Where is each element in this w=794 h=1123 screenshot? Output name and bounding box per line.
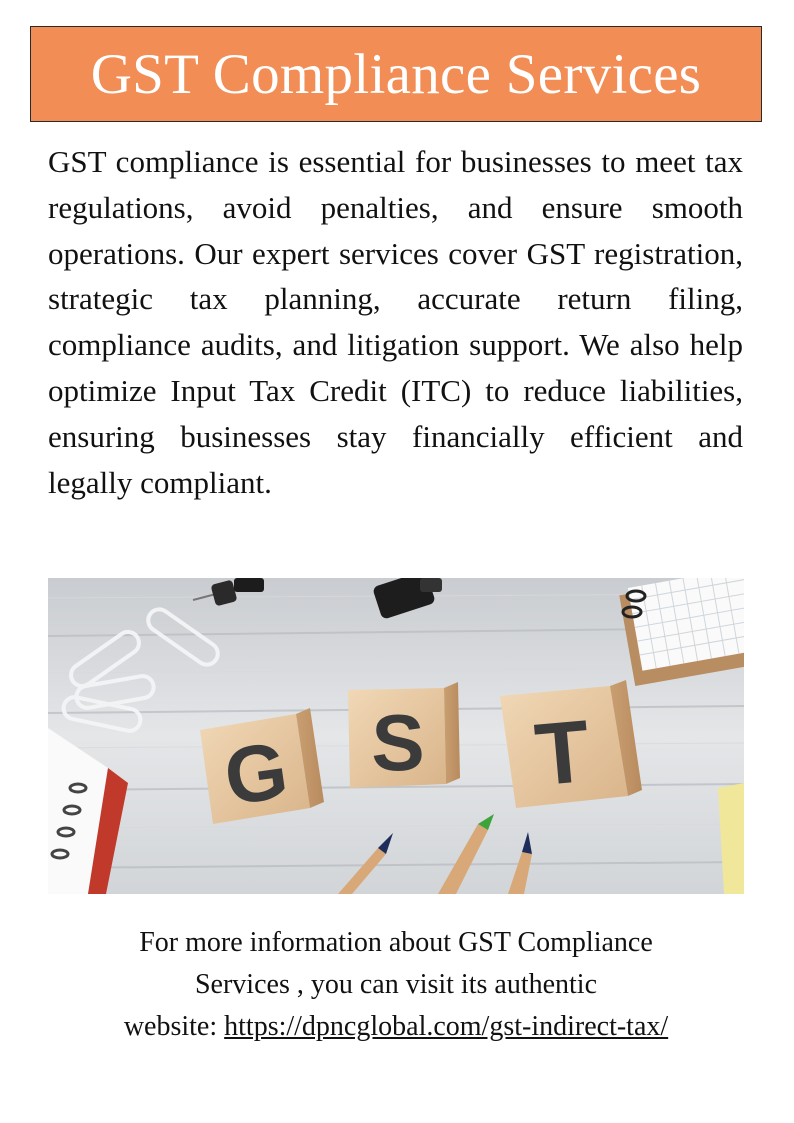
footer-website-label: website:: [123, 1011, 225, 1042]
svg-text:G: G: [219, 725, 294, 822]
footer-info: [48, 922, 744, 1048]
title-banner: [30, 26, 762, 122]
gst-blocks-photo: [48, 578, 744, 894]
footer-line-2: Services , you can visit its authentic: [194, 969, 598, 1000]
block-s: [348, 682, 460, 788]
notebook-top-right: [619, 578, 744, 686]
svg-text:S: S: [371, 698, 425, 787]
footer-line-3: [48, 1006, 744, 1048]
footer-line-1: For more information about GST Compliance: [139, 927, 653, 958]
website-link[interactable]: https://dpncglobal.com/gst-indirect-tax/: [224, 1011, 669, 1042]
intro-paragraph: GST compliance is essential for businesses to meet tax regulations, avoid penalties, and ensure smooth operations. Our expert services cover GST registration, strategic tax planning, accurate return filing, compliance audits, and litigation support. We also help optimize Input Tax Credit (ITC) to reduce liabilities, ensuring businesses stay financially efficient and legally compliant.: [48, 144, 743, 500]
block-t: [500, 680, 642, 808]
svg-text:T: T: [531, 700, 594, 805]
page-title: GST Compliance Services: [90, 42, 702, 106]
